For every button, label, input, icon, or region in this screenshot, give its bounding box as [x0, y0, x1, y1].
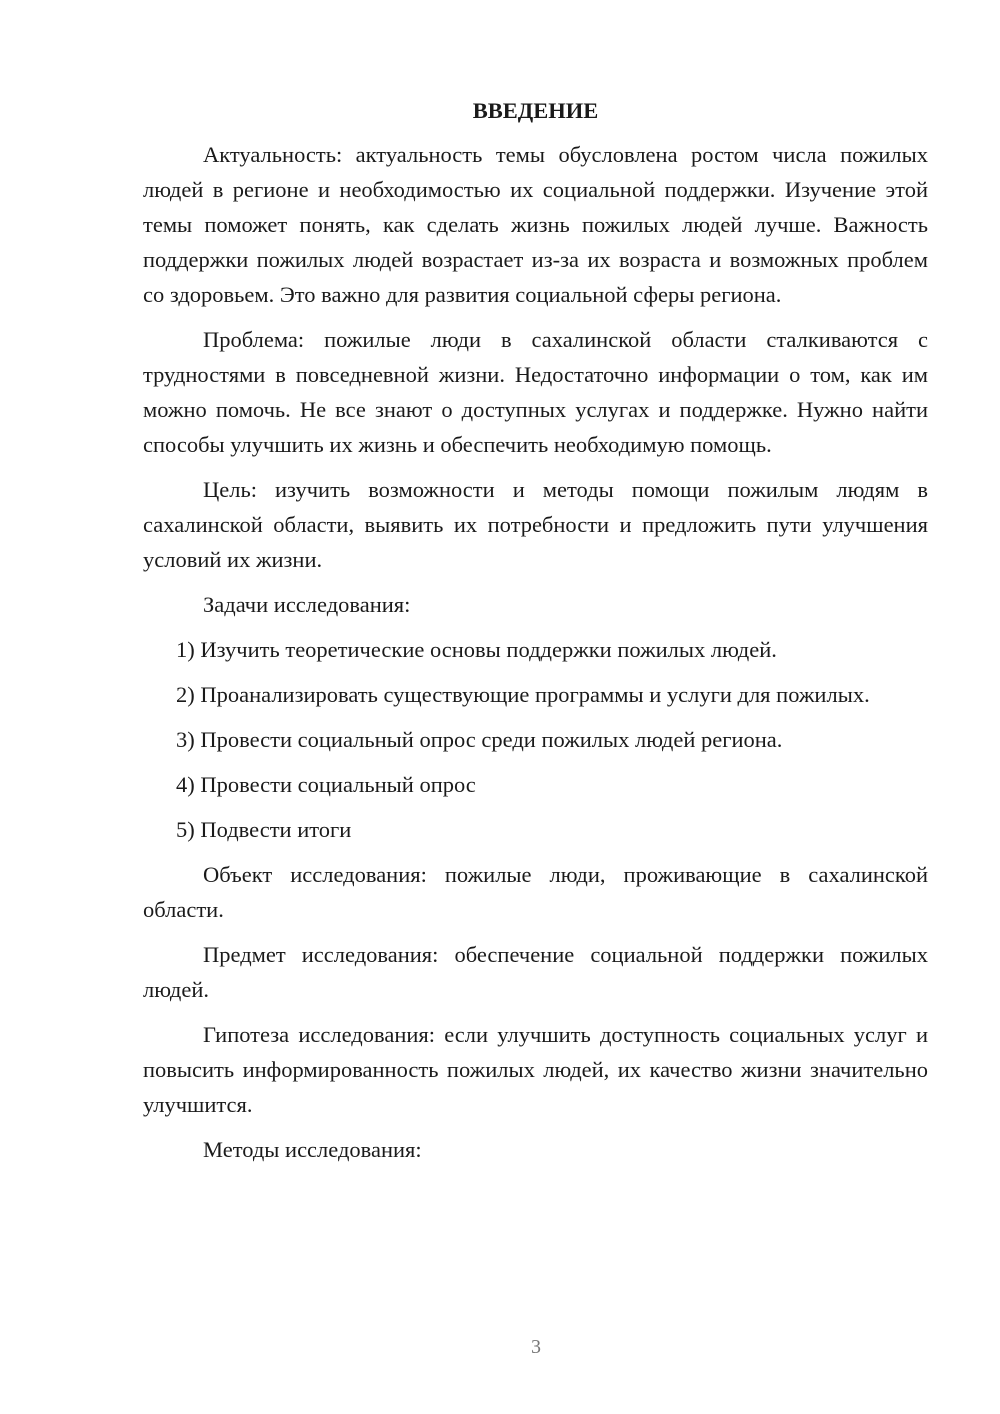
goal-paragraph: Цель: изучить возможности и методы помощи пожилым людям в сахалинской области, выявить их потребности и предложить пути улучшения условий их жизни.	[143, 477, 928, 572]
hypothesis-paragraph: Гипотеза исследования: если улучшить доступность социальных услуг и повысить информированность пожилых людей, их качество жизни значительно улучшится.	[143, 1022, 928, 1117]
task-item-4: 4) Провести социальный опрос	[176, 772, 476, 797]
task-item-3: 3) Провести социальный опрос среди пожилых людей региона.	[176, 727, 783, 752]
problem-paragraph: Проблема: пожилые люди в сахалинской области сталкиваются с трудностями в повседневной жизни. Недостаточно информации о том, как им можно помочь. Не все знают о доступных услугах и поддержке. Нужно найти способы улучшить их жизнь и обеспечить необходимую помощь.	[143, 327, 928, 457]
page-number: 3	[531, 1336, 541, 1358]
task-item-2: 2) Проанализировать существующие программы и услуги для пожилых.	[176, 682, 870, 707]
methods-paragraph: Методы исследования:	[203, 1137, 422, 1162]
subject-paragraph: Предмет исследования: обеспечение социальной поддержки пожилых людей.	[143, 942, 928, 1002]
relevance-paragraph: Актуальность: актуальность темы обусловлена ростом числа пожилых людей в регионе и необходимостью их социальной поддержки. Изучение этой темы поможет понять, как сделать жизнь пожилых людей лучше. Важность поддержки пожилых людей возрастает из-за их возраста и возможных проблем со здоровьем. Это важно для развития социальной сферы региона.	[143, 142, 928, 307]
object-paragraph: Объект исследования: пожилые люди, проживающие в сахалинской области.	[143, 862, 928, 922]
tasks-heading: Задачи исследования:	[203, 592, 411, 617]
document-page	[143, 95, 928, 1167]
task-item-5: 5) Подвести итоги	[176, 817, 352, 842]
document-heading: ВВЕДЕНИЕ	[472, 98, 599, 123]
task-item-1: 1) Изучить теоретические основы поддержки пожилых людей.	[176, 637, 777, 662]
